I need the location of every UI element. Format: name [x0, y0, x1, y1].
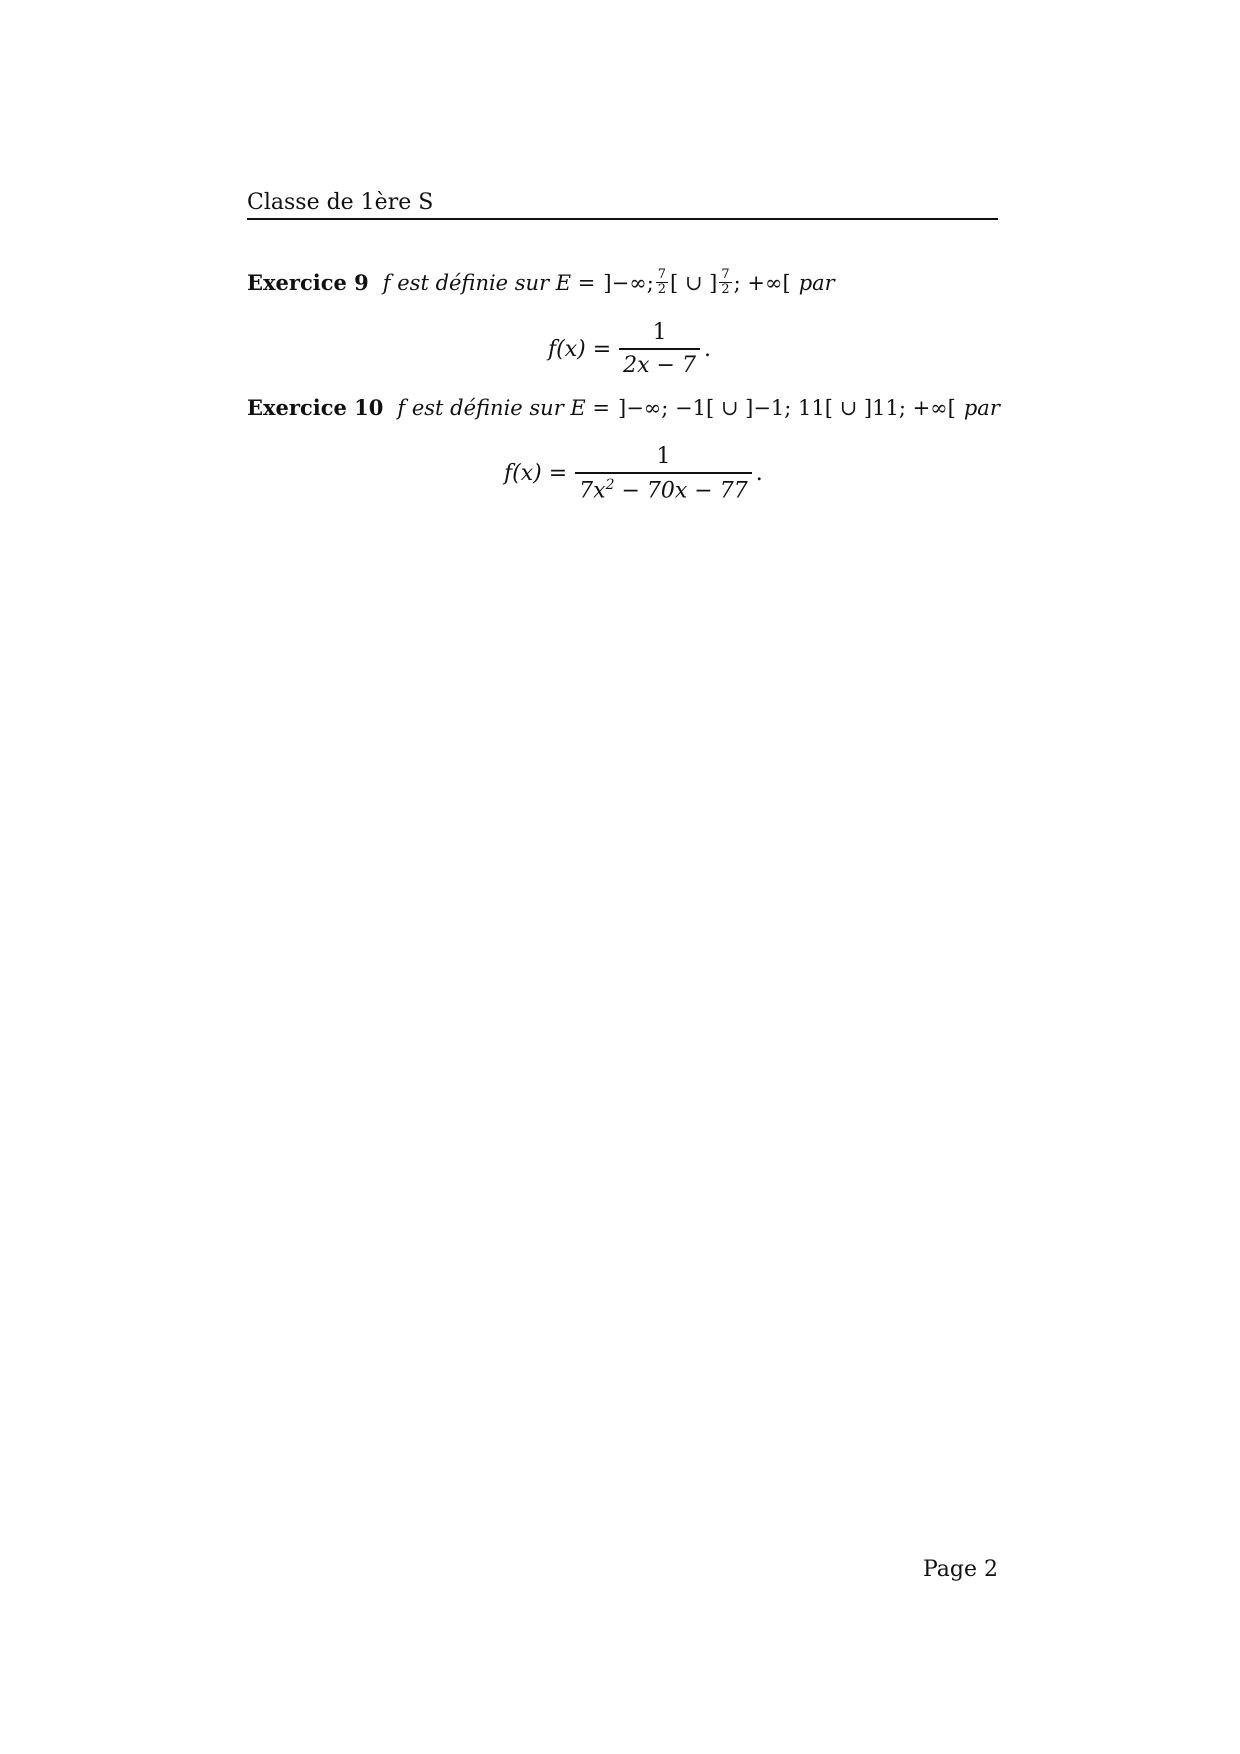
class-title: Classe de 1ère S [247, 190, 434, 215]
exercise-10-label: Exercice 10 [247, 395, 384, 420]
exercise-10-statement [247, 395, 1000, 420]
page-header [247, 186, 998, 220]
domain-part-1: ]−∞; [603, 270, 654, 295]
exercise-9-formula [548, 320, 711, 378]
page-number: Page 2 [922, 1557, 998, 1582]
domain-part-2: [ ∪ ] [670, 270, 718, 295]
exercise-9-statement [247, 268, 835, 297]
formula-lhs: f(x) = [548, 336, 612, 362]
fraction-numerator: 1 [652, 320, 667, 345]
exercise-10-formula [504, 444, 763, 503]
exercise-10-domain: ]−∞; −1[ ∪ ]−1; 11[ ∪ ]11; +∞[ [618, 395, 956, 420]
domain-fraction-2: $\frac{7}{2}$ [721, 267, 730, 297]
domain-fraction-1: $\frac{7}{2}$ [657, 267, 667, 297]
formula-lhs: f(x) = [504, 461, 568, 487]
formula-end: . [703, 336, 711, 362]
fraction-denominator: $7x^2 - 70x - 77$ [579, 477, 748, 504]
exercise-9-intro: f est définie sur E = [382, 270, 596, 295]
formula-end: . [755, 461, 763, 487]
exercise-10-par: par [963, 395, 1000, 420]
domain-part-3: ; +∞[ [733, 270, 791, 295]
fraction-numerator: 1 [656, 444, 671, 469]
formula-fraction [575, 444, 752, 503]
exercise-9-label: Exercice 9 [247, 270, 369, 295]
exercise-10-intro: f est définie sur E = [397, 395, 611, 420]
exercise-9-par: par [798, 270, 835, 295]
formula-fraction [619, 320, 700, 378]
fraction-denominator: 2x − 7 [623, 353, 696, 378]
